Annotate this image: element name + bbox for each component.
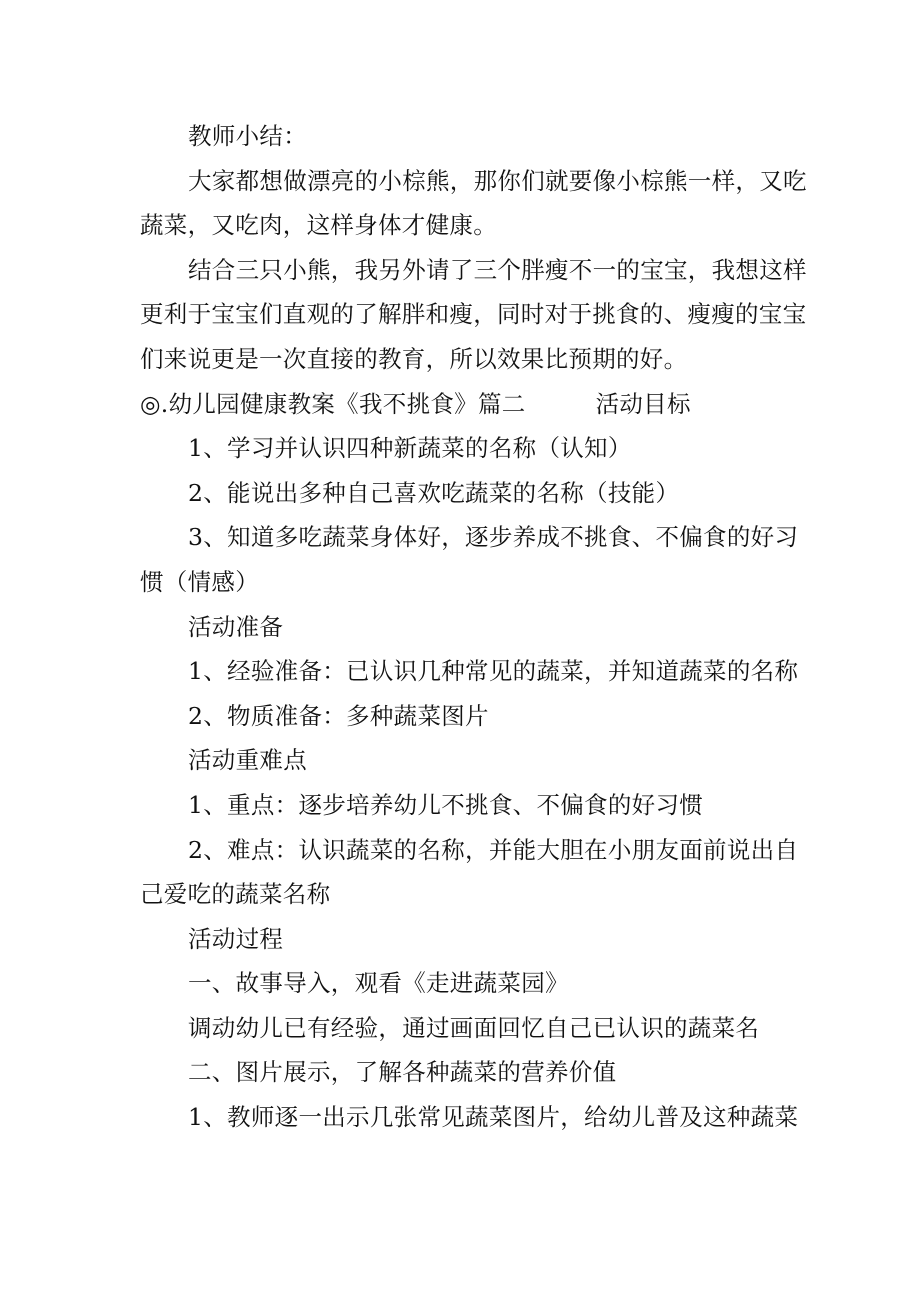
- goal-item: 1、学习并认识四种新蔬菜的名称（认知）: [188, 434, 632, 463]
- preparation-item: 1、经验准备：已认识几种常见的蔬菜，并知道蔬菜的名称: [188, 657, 799, 686]
- article-title: ◎.幼儿园健康教案《我不挑食》篇二: [140, 389, 526, 418]
- section-heading-process: 活动过程: [188, 924, 284, 953]
- article-title-line: [140, 382, 782, 427]
- preparation-item: 2、物质准备：多种蔬菜图片: [188, 701, 489, 730]
- section-heading-teacher-summary: 教师小结：: [188, 122, 307, 150]
- process-substep: 1、教师逐一出示几张常见蔬菜图片，给幼儿普及这种蔬菜: [188, 1103, 799, 1132]
- section-heading-preparation: 活动准备: [188, 612, 284, 641]
- paragraph-line: 调动幼儿已有经验，通过画面回忆自己已认识的蔬菜名: [188, 1013, 760, 1042]
- paragraph-line: 们来说更是一次直接的教育，所以效果比预期的好。: [140, 344, 688, 373]
- key-point-item: 1、重点：逐步培养幼儿不挑食、不偏食的好习惯: [188, 790, 704, 819]
- process-step: 二、图片展示，了解各种蔬菜的营养价值: [188, 1058, 617, 1087]
- paragraph-line: 蔬菜，又吃肉，这样身体才健康。: [140, 211, 497, 240]
- goal-item-continuation: 惯（情感）: [140, 567, 259, 596]
- goal-item: 2、能说出多种自己喜欢吃蔬菜的名称（技能）: [188, 478, 680, 507]
- goal-item: 3、知道多吃蔬菜身体好，逐步养成不挑食、不偏食的好习: [188, 523, 799, 552]
- paragraph-line: 大家都想做漂亮的小棕熊，那你们就要像小棕熊一样，又吃: [188, 166, 807, 195]
- key-point-item-continuation: 己爱吃的蔬菜名称: [140, 880, 331, 909]
- section-heading-activity-goals: 活动目标: [595, 389, 691, 418]
- process-step: 一、故事导入，观看《走进蔬菜园》: [188, 969, 569, 998]
- paragraph-line: 结合三只小熊，我另外请了三个胖瘦不一的宝宝，我想这样: [188, 255, 807, 284]
- key-point-item: 2、难点：认识蔬菜的名称，并能大胆在小朋友面前说出自: [188, 835, 799, 864]
- section-heading-key-points: 活动重难点: [188, 746, 307, 775]
- document-page: [140, 114, 807, 1140]
- paragraph-line: 更利于宝宝们直观的了解胖和瘦，同时对于挑食的、瘦瘦的宝宝: [140, 300, 807, 329]
